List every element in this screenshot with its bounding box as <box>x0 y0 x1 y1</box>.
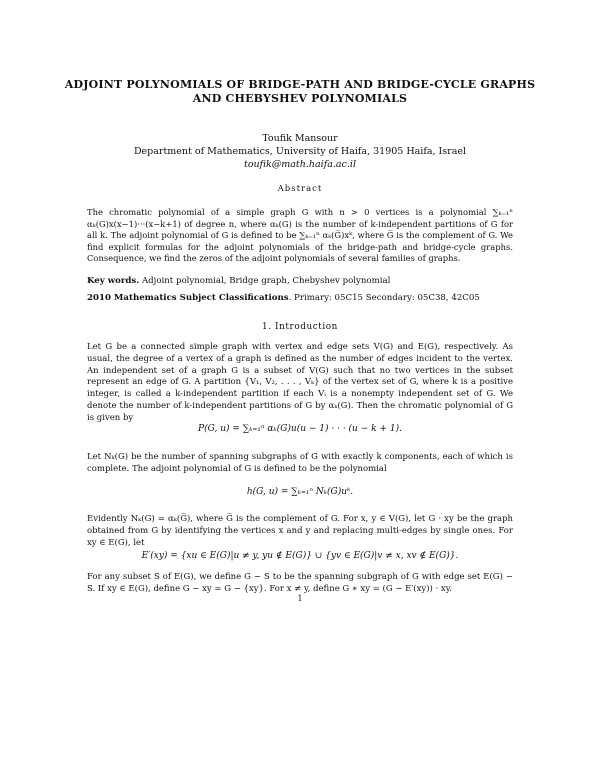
abstract-heading: Abstract <box>277 184 323 194</box>
title-line-2: AND CHEBYSHEV POLYNOMIALS <box>192 92 408 105</box>
author-affiliation: Department of Mathematics, University of Haifa, 31905 Haifa, Israel <box>133 146 467 157</box>
author-email: toufik@math.haifa.ac.il <box>244 159 356 170</box>
author-name: Toufik Mansour <box>262 133 338 144</box>
paper-title <box>60 78 540 106</box>
keywords-text: Adjoint polynomial, Bridge graph, Chebyshev polynomial <box>139 276 391 286</box>
msc-text: . Primary: 05C15 Secondary: 05C38, 42C05 <box>288 293 480 303</box>
msc-label: 2010 Mathematics Subject Classifications <box>87 293 289 303</box>
title-line-1: ADJOINT POLYNOMIALS OF BRIDGE-PATH AND BRIDGE-CYCLE GRAPHS <box>64 78 536 91</box>
page-number: 1 <box>297 594 303 603</box>
section-heading: 1. Introduction <box>262 322 338 332</box>
author-block <box>60 132 540 171</box>
adjoint-polynomial-formula: h(G, u) = ∑ₖ₌₁ⁿ Nₖ(G)uᵏ. <box>246 487 354 497</box>
chromatic-polynomial-formula: P(G, u) = ∑ₖ₌₁ⁿ αₖ(G)u(u − 1) · · · (u − k + 1). <box>198 424 402 434</box>
intro-paragraph-3: Evidently Nₖ(G) = αₖ(G̅), where G̅ is the complement of G. For x, y ∈ V(G), let G · xy be the graph obtained from G by identifying the vertices x and y and replacing multi-edges by single ones. For xy ∈ E(G), let <box>87 514 513 548</box>
keywords-line <box>87 275 517 287</box>
intro-paragraph-4: For any subset S of E(G), we define G − S to be the spanning subgraph of G with edge set E(G) − S. If xy ∈ E(G), define G − xy = G − {xy}. For x ≠ y, define G ∗ xy = (G − E′(xy)) · xy. <box>87 572 513 594</box>
intro-paragraph-1: Let G be a connected simple graph with vertex and edge sets V(G) and E(G), respectively. As usual, the degree of a vertex of a graph is defined as the number of edges incident to the vertex. An independent set of a graph G is a subset of V(G) such that no two vertices in the subset represent an edge of G. A partition {V₁, V₂, . . . , Vₖ} of the vertex set of G, where k is a positive integer, is called a k-independent partition if each Vᵢ is a nonempty independent set of G. We denote the number of k-independent partitions of G by αₖ(G). Then the chromatic polynomial of G is given by <box>87 342 513 423</box>
msc-line <box>87 292 517 304</box>
edge-set-formula: E′(xy) = {xu ∈ E(G)|u ≠ y, yu ∉ E(G)} ∪ {yv ∈ E(G)|v ≠ x, xv ∉ E(G)}. <box>141 551 459 561</box>
keywords-label: Key words. <box>87 276 140 286</box>
abstract-text: The chromatic polynomial of a simple graph G with n > 0 vertices is a polynomial ∑ₖ₌₁ⁿ αₖ(G)x(x−1)···(x−k+1) of degree n, where αₖ(G) is the number of k-independent partitions of G for all k. The adjoint polynomial of G is defined to be ∑ₖ₌₁ⁿ αₖ(G̅)xᵏ, where G̅ is the complement of G. We find explicit formulas for the adjoint polynomials of the bridge-path and bridge-cycle graphs. Consequence, we find the zeros of the adjoint polynomials of several families of graphs. <box>87 207 513 264</box>
intro-paragraph-2: Let Nₖ(G) be the number of spanning subgraphs of G with exactly k components, each of which is complete. The adjoint polynomial of G is defined to be the polynomial <box>87 452 513 474</box>
